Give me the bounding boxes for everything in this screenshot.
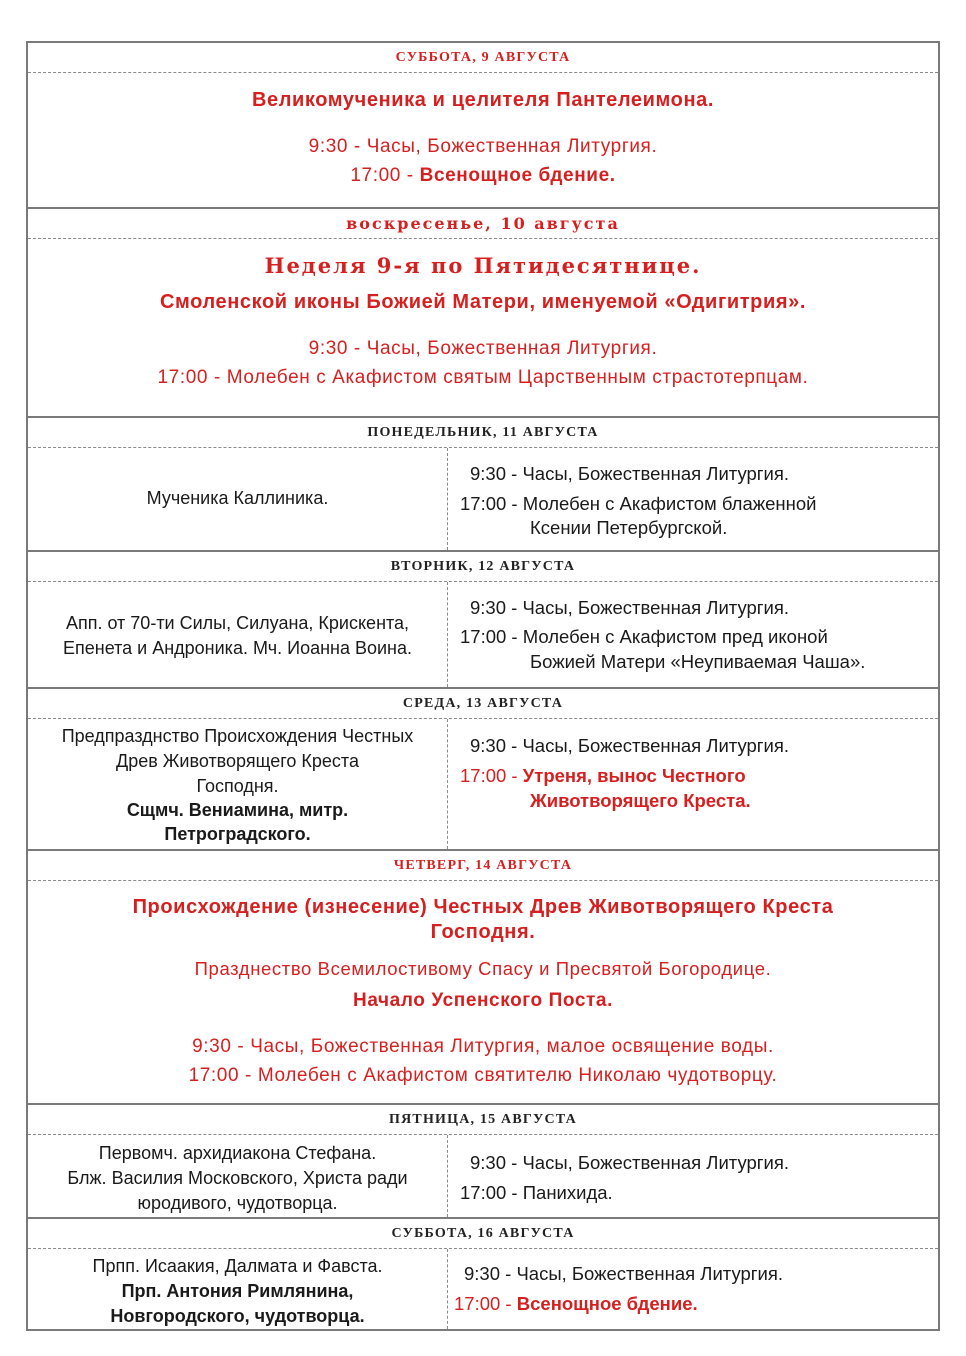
schedule-sheet xyxy=(26,41,940,1331)
day-section-aug-11 xyxy=(28,418,938,552)
day-header: СРЕДА, 13 АВГУСТА xyxy=(28,689,938,719)
day-section-aug-9 xyxy=(28,43,938,209)
service-text: Часы, Божественная Литургия. xyxy=(522,597,790,618)
service-line xyxy=(460,1180,613,1205)
service-line xyxy=(28,1036,938,1058)
day-header: ВТОРНИК, 12 АВГУСТА xyxy=(28,552,938,582)
service-text: Молебен с Акафистом пред иконой xyxy=(522,626,828,647)
saints-column xyxy=(28,719,448,849)
service-text: Часы, Божественная Литургия. xyxy=(522,735,790,756)
service-text: Часы, Божественная Литургия. xyxy=(366,338,658,359)
day-header: СУББОТА, 16 АВГУСТА xyxy=(28,1219,938,1249)
service-time: 17:00 - xyxy=(188,1065,252,1086)
service-time: 9:30 - xyxy=(470,597,518,618)
service-time: 9:30 - xyxy=(192,1036,245,1057)
service-line xyxy=(470,1150,789,1175)
service-line xyxy=(28,165,938,187)
day-header: ПЯТНИЦА, 15 АВГУСТА xyxy=(28,1105,938,1135)
service-time: 9:30 - xyxy=(308,338,361,359)
saint-line: Прпп. Исаакия, Далмата и Фавста. xyxy=(92,1256,383,1276)
services-column xyxy=(448,1249,938,1329)
feast-subtitle: Смоленской иконы Божией Матери, именуемой «Одигитрия». xyxy=(159,291,807,313)
day-header: ПОНЕДЕЛЬНИК, 11 АВГУСТА xyxy=(28,418,938,448)
service-line xyxy=(460,763,746,788)
feast-title-continued: Господня. xyxy=(430,921,536,943)
feast-note: Начало Успенского Поста. xyxy=(353,990,613,1011)
saint-line: Господня. xyxy=(196,776,279,796)
saint-line: Древ Животворящего Креста xyxy=(116,751,359,771)
saint-line: юродивого, чудотворца. xyxy=(137,1193,338,1213)
feast-title: Происхождение (изнесение) Честных Древ Животворящего Креста xyxy=(132,896,834,918)
services-column xyxy=(448,1135,938,1217)
service-time: 17:00 - xyxy=(460,493,518,514)
service-text: Утреня, вынос Честного xyxy=(522,765,746,786)
service-text: Молебен с Акафистом блаженной xyxy=(522,493,817,514)
service-line xyxy=(460,624,828,649)
service-text: Часы, Божественная Литургия. xyxy=(522,463,790,484)
services-column xyxy=(448,719,938,849)
service-line xyxy=(464,1261,783,1286)
service-time: 9:30 - xyxy=(470,1152,518,1173)
saints-column xyxy=(28,448,448,550)
service-text: Часы, Божественная Литургия, малое освящение воды. xyxy=(250,1036,774,1057)
service-text-continued: Ксении Петербургской. xyxy=(530,517,728,538)
day-section-aug-10 xyxy=(28,209,938,418)
service-line xyxy=(470,595,789,620)
day-section-aug-13 xyxy=(28,689,938,851)
service-line xyxy=(460,491,816,516)
day-header: ЧЕТВЕРГ, 14 АВГУСТА xyxy=(28,851,938,881)
service-text: Часы, Божественная Литургия. xyxy=(516,1263,784,1284)
day-header: воскресенье, 10 августа xyxy=(28,209,938,239)
service-time: 17:00 - xyxy=(460,626,518,647)
saint-line: Блж. Василия Московского, Христа ради xyxy=(67,1168,408,1188)
service-time: 17:00 - xyxy=(454,1293,512,1314)
service-text: Панихида. xyxy=(522,1182,613,1203)
day-section-aug-15 xyxy=(28,1105,938,1219)
service-time: 17:00 - xyxy=(157,367,221,388)
service-line xyxy=(470,461,789,486)
saints-column xyxy=(28,1249,448,1329)
feast-subtitle: Празднество Всемилостивому Спасу и Пресвятой Богородице. xyxy=(194,958,772,979)
service-time: 17:00 - xyxy=(460,1182,518,1203)
service-text-continued: Животворящего Креста. xyxy=(530,790,751,811)
saint-line: Апп. от 70-ти Силы, Силуана, Крискента, xyxy=(65,613,410,633)
saints-column xyxy=(28,1135,448,1217)
service-time: 17:00 - xyxy=(460,765,518,786)
service-time: 9:30 - xyxy=(308,136,361,157)
service-line xyxy=(28,136,938,158)
saint-line: Петроградского. xyxy=(164,824,311,844)
service-line xyxy=(28,338,938,360)
service-text: Молебен с Акафистом святителю Николаю чудотворцу. xyxy=(257,1065,778,1086)
service-text: Часы, Божественная Литургия. xyxy=(366,136,658,157)
service-text-continued: Божией Матери «Неупиваемая Чаша». xyxy=(530,651,866,672)
saint-line: Епенета и Андроника. Мч. Иоанна Воина. xyxy=(62,638,413,658)
service-line xyxy=(454,1291,698,1316)
service-time: 17:00 - xyxy=(350,165,414,186)
service-time: 9:30 - xyxy=(470,735,518,756)
service-text: Всенощное бдение. xyxy=(419,165,616,186)
service-text: Молебен с Акафистом святым Царственным страстотерпцам. xyxy=(226,367,809,388)
services-column xyxy=(448,448,938,550)
saint-line: Сщмч. Вениамина, митр. xyxy=(126,800,349,820)
service-text: Всенощное бдение. xyxy=(516,1293,698,1314)
saint-line: Предпразднство Происхождения Честных xyxy=(61,726,414,746)
day-section-aug-16 xyxy=(28,1219,938,1329)
feast-title: Неделя 9-я по Пятидесятнице. xyxy=(264,253,702,278)
saint-line: Новгородского, чудотворца. xyxy=(110,1306,365,1326)
service-text: Часы, Божественная Литургия. xyxy=(522,1152,790,1173)
saint-line: Прп. Антония Римлянина, xyxy=(121,1281,354,1301)
services-column xyxy=(448,582,938,687)
service-time: 9:30 - xyxy=(470,463,518,484)
day-section-aug-14 xyxy=(28,851,938,1105)
day-header: СУББОТА, 9 АВГУСТА xyxy=(28,43,938,73)
service-line xyxy=(470,733,789,758)
service-line xyxy=(28,367,938,389)
saints-column xyxy=(28,582,448,687)
saint-line: Мученика Каллиника. xyxy=(146,488,329,508)
saint-line: Первомч. архидиакона Стефана. xyxy=(98,1143,377,1163)
feast-title: Великомученика и целителя Пантелеимона. xyxy=(251,89,715,111)
service-line xyxy=(28,1065,938,1087)
day-section-aug-12 xyxy=(28,552,938,689)
service-time: 9:30 - xyxy=(464,1263,512,1284)
